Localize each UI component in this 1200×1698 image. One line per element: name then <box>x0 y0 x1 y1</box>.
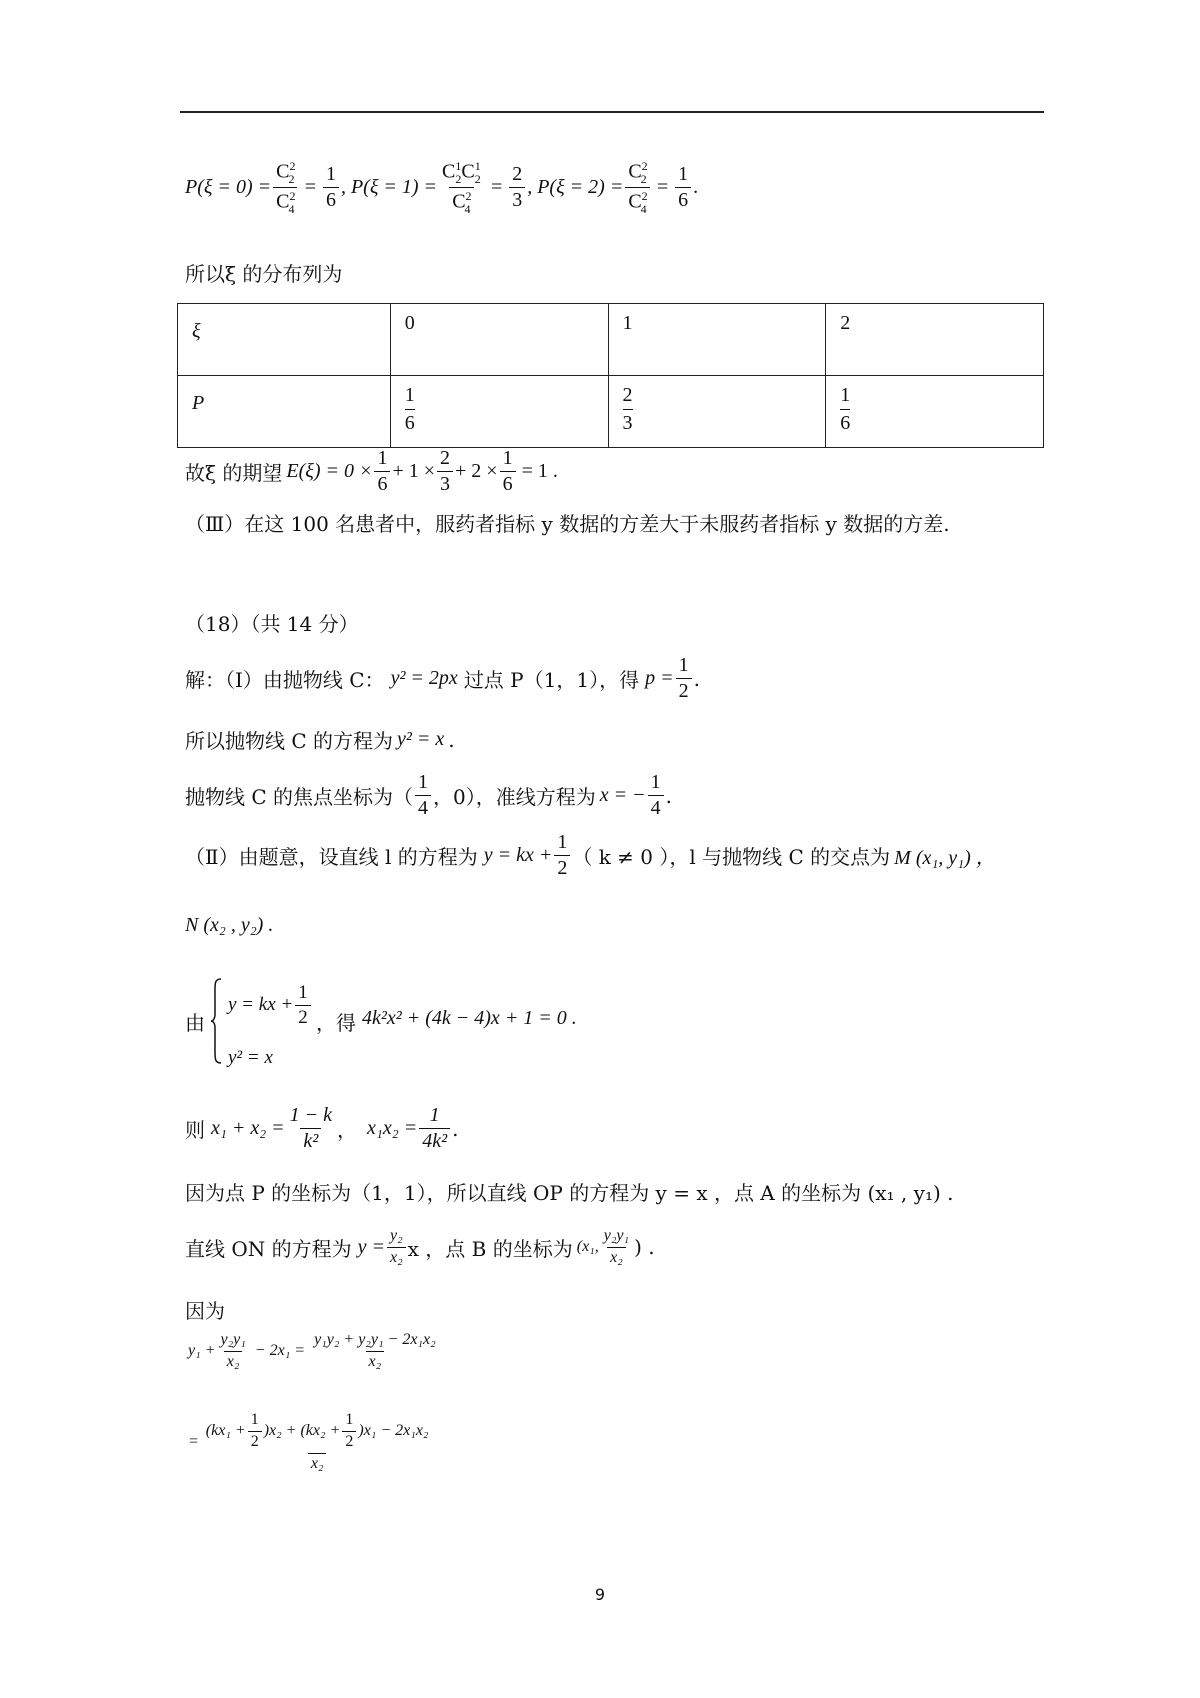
on-line: 直线 ON 的方程为 y = $\frac{\text{y₂}}{\text{x₂}}$ x ，点 B 的坐标为 (x₁, $\frac{\text{y₂y₁}}{\text{x₂}}$ ) . <box>185 1227 655 1266</box>
frac-1-6-e2: $\frac{1}{6}$ <box>500 448 516 495</box>
table-row <box>178 304 1044 376</box>
system-result: ，得 4k²x² + (4k − 4)x + 1 = 0 . <box>316 1007 577 1035</box>
header-rule <box>180 111 1044 113</box>
expectation-line: 故ξ 的期望 E(ξ) = 0 × $\frac{1}{6}$ + 1 × $\frac{2}{3}$ + 2 × $\frac{1}{6}$ = 1 . <box>185 447 558 495</box>
table-cell: $\frac{2}{3}$ <box>608 376 826 448</box>
frac-c21c21-c42: $\frac{C^1_2C^1_2}{C^2_4}$ <box>442 159 481 216</box>
frac-c22-c42: $\frac{C^2_2}{C^2_4}$ <box>273 160 297 216</box>
frac-calc1-r: $\frac{\text{y₁y₂ + y₂y₁ − 2x₁x₂}}{\text{x₂}}$ <box>314 1331 436 1370</box>
system-you: 由 <box>185 1011 205 1035</box>
frac-2-3: $\frac{2}{3}$ <box>509 164 525 211</box>
table-cell: ξ <box>178 304 391 376</box>
calc-line-2: = (kx₁ + $\frac{1}{2}$ )x₂ + (kx₂ + $\frac{1}{2}$ )x₁ − 2x₁x₂ x₂ <box>188 1412 434 1472</box>
table-cell: 2 <box>826 304 1044 376</box>
table-cell: $\frac{1}{6}$ <box>390 376 608 448</box>
p2-lhs: , P(ξ = 2) = <box>527 176 624 199</box>
frac-1-2-c: $\frac{1}{2}$ <box>295 983 311 1028</box>
solution-line-4: （Ⅱ）由题意，设直线 l 的方程为 y = kx + $\frac{1}{2}$ （ k ≠ 0 ），l 与抛物线 C 的交点为 M (x₁, y₁) ， <box>185 831 996 879</box>
frac-1-6: $\frac{1}{6}$ <box>323 164 339 211</box>
frac-1-2-b: $\frac{1}{2}$ <box>554 832 570 879</box>
part-three-text: （Ⅲ）在这 100 名患者中，服药者指标 y 数据的方差大于未服药者指标 y 数据的方差. <box>185 512 950 536</box>
system-equation-2: y² = x <box>228 1047 273 1068</box>
table-cell: P <box>178 376 391 448</box>
p1-lhs: , P(ξ = 1) = <box>340 176 438 199</box>
frac-1-6-b: $\frac{1}{6}$ <box>675 164 691 211</box>
frac-y2-x2: $\frac{\text{y₂}}{\text{x₂}}$ <box>387 1228 406 1267</box>
frac-y2y1-x2: $\frac{\text{y₂y₁}}{\text{x₂}}$ <box>603 1227 630 1266</box>
page-number: 9 <box>594 1585 606 1604</box>
op-line: 因为点 P 的坐标为（1，1），所以直线 OP 的方程为 y = x ，点 A 的坐标为 (x₁ , y₁) . <box>185 1181 954 1205</box>
solution-line-5: N (x₂ , y₂) . <box>185 914 274 936</box>
table-cell: 1 <box>608 304 826 376</box>
frac-1-2: $\frac{1}{2}$ <box>676 655 692 702</box>
frac-sum: $\frac{1 - k}{\text{k²}}$ <box>289 1104 333 1152</box>
left-brace-icon <box>210 978 222 1064</box>
frac-calc1-l: $\frac{\text{y₂y₁}}{\text{x₂}}$ <box>220 1331 246 1370</box>
frac-1-4: $\frac{1}{4}$ <box>415 772 431 819</box>
distribution-table <box>177 303 1044 448</box>
table-cell: 0 <box>390 304 608 376</box>
solution-line-1: 解：（Ⅰ）由抛物线 C： y² = 2px 过点 P（1，1），得 p = $\frac{1}{2}$ . <box>185 654 700 702</box>
because-line: 因为 <box>185 1299 225 1323</box>
system-equation-1: y = kx + $\frac{1}{2}$ <box>228 983 313 1028</box>
vieta-line: 则 x₁ + x₂ = $\frac{1 - k}{\text{k²}}$ ， x₁x₂ = $\frac{1}{\text{4k²}}$ . <box>185 1104 459 1152</box>
solution-line-2: 所以抛物线 C 的方程为 y² = x . <box>185 727 455 753</box>
p0-lhs: P(ξ = 0) = <box>185 176 272 199</box>
calc-line-1: y₁ + $\frac{\text{y₂y₁}}{\text{x₂}}$ − 2x₁ = $\frac{\text{y₁y₂ + y₂y₁ − 2x₁x₂}}{\text{x₂}}$ <box>188 1332 441 1371</box>
frac-2-3-e: $\frac{2}{3}$ <box>437 448 453 495</box>
solution-line-3: 抛物线 C 的焦点坐标为（ $\frac{1}{4}$ ，0），准线方程为 x = − $\frac{1}{4}$ . <box>185 771 672 819</box>
frac-product: $\frac{1}{\text{4k²}}$ <box>419 1105 450 1152</box>
table-row <box>178 376 1044 448</box>
frac-1-4-b: $\frac{1}{4}$ <box>648 772 664 819</box>
question-18-header: （18）（共 14 分） <box>185 612 359 636</box>
frac-1-6-e: $\frac{1}{6}$ <box>374 448 390 495</box>
frac-c22-c42-b: $\frac{C^2_2}{C^2_4}$ <box>625 160 649 216</box>
frac-calc2: (kx₁ + $\frac{1}{2}$ )x₂ + (kx₂ + $\frac{1}{2}$ )x₁ − 2x₁x₂ x₂ <box>205 1411 429 1472</box>
table-cell: $\frac{1}{6}$ <box>826 376 1044 448</box>
probability-equation: P(ξ = 0) = $\frac{C^2_2}{C^2_4}$ = $\frac{1}{6}$ , P(ξ = 1) = $\frac{C^1_2C^1_2}{C^2_4}$ = $\frac{2}{3}$ , P(ξ = 2) = $\frac{C^2_2}{C^2_4}$ = $\frac{1}{6}$ . <box>185 159 699 216</box>
distribution-intro: 所以ξ 的分布列为 <box>185 262 343 286</box>
